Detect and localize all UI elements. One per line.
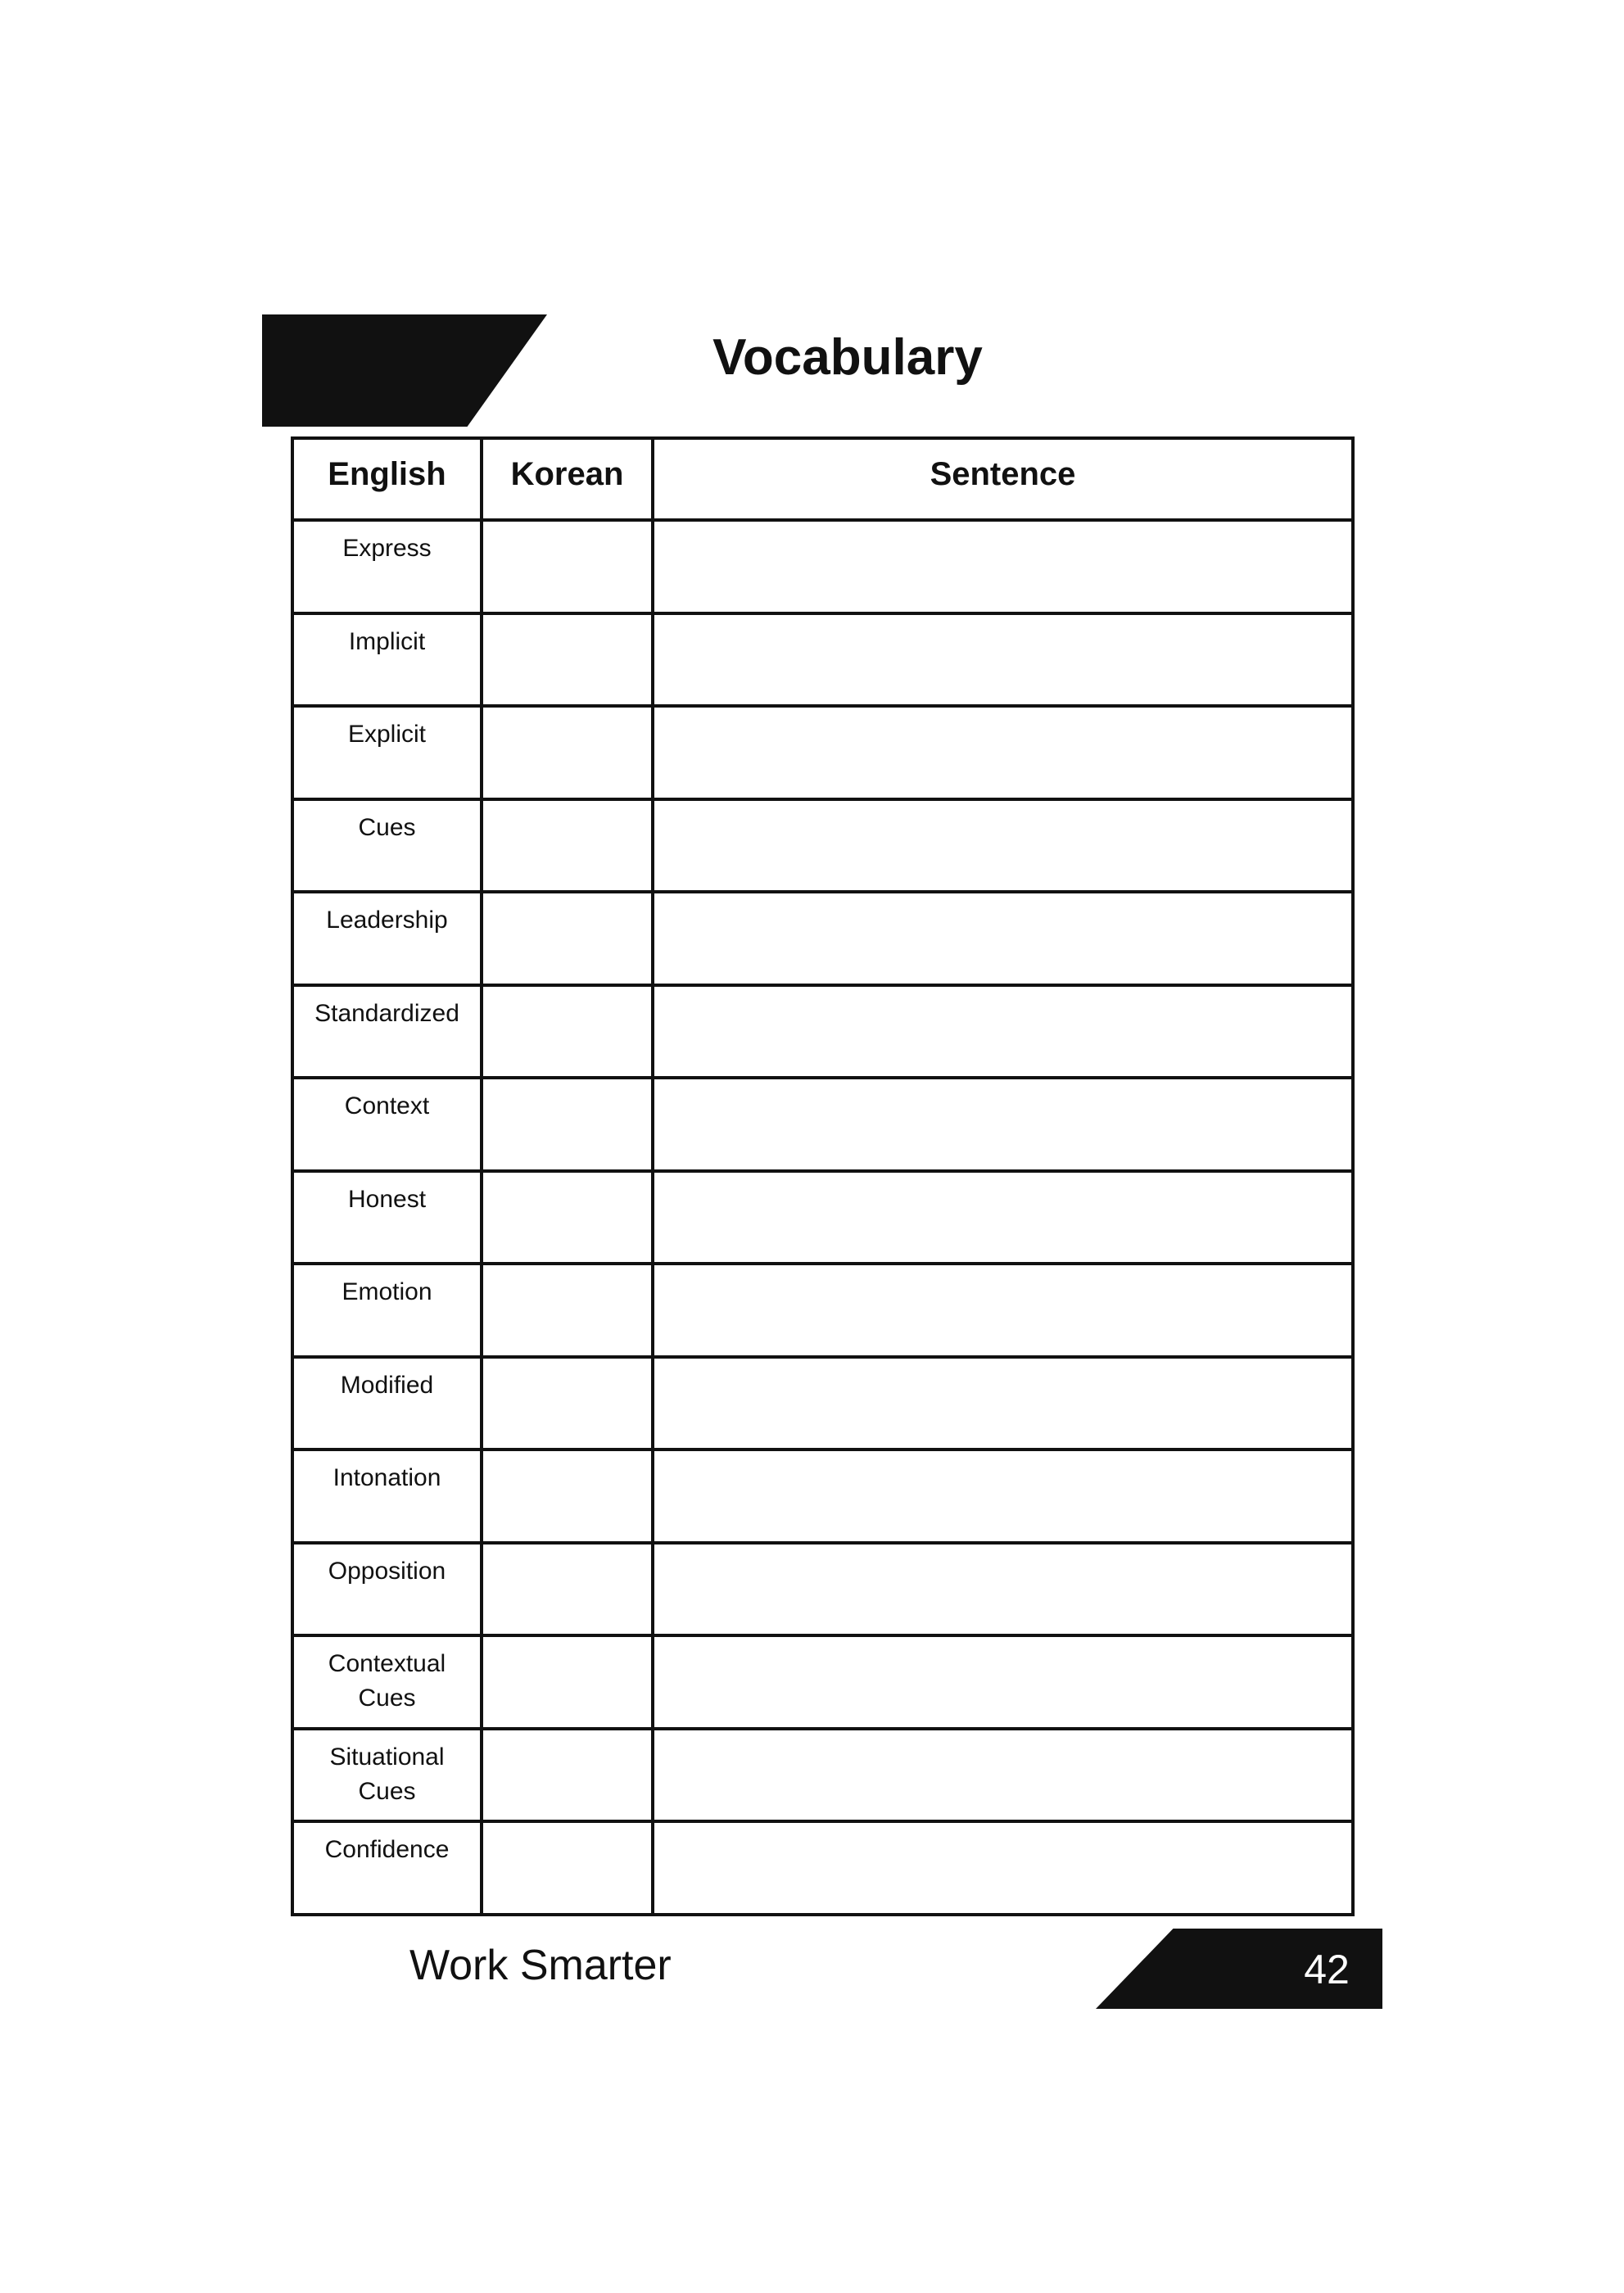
page-number: 42 <box>1304 1947 1350 1992</box>
korean-answer-cell[interactable] <box>482 1450 653 1543</box>
sentence-answer-cell[interactable] <box>653 985 1353 1079</box>
korean-answer-cell[interactable] <box>482 520 653 613</box>
sentence-answer-cell[interactable] <box>653 520 1353 613</box>
english-word-cell: Situational Cues <box>292 1729 482 1822</box>
sentence-answer-cell[interactable] <box>653 1171 1353 1264</box>
korean-answer-cell[interactable] <box>482 1078 653 1171</box>
table-row <box>292 1543 1353 1636</box>
sentence-answer-cell[interactable] <box>653 706 1353 799</box>
table-header-row <box>292 438 1353 520</box>
sentence-answer-cell[interactable] <box>653 892 1353 985</box>
english-word-cell: Opposition <box>292 1543 482 1636</box>
table-row <box>292 892 1353 985</box>
vocabulary-table <box>291 436 1355 1916</box>
english-word-cell: Leadership <box>292 892 482 985</box>
korean-answer-cell[interactable] <box>482 1171 653 1264</box>
sentence-answer-cell[interactable] <box>653 1635 1353 1729</box>
table-row <box>292 1635 1353 1729</box>
table-row <box>292 985 1353 1079</box>
header-decoration-block <box>262 314 547 427</box>
table-row <box>292 1450 1353 1543</box>
english-word-cell: Standardized <box>292 985 482 1079</box>
korean-answer-cell[interactable] <box>482 1821 653 1915</box>
header-korean: Korean <box>482 438 653 520</box>
table-row <box>292 520 1353 613</box>
korean-answer-cell[interactable] <box>482 1264 653 1357</box>
table-row <box>292 1821 1353 1915</box>
table-row <box>292 1171 1353 1264</box>
header-english: English <box>292 438 482 520</box>
english-word-cell: Honest <box>292 1171 482 1264</box>
english-word-cell: Modified <box>292 1357 482 1450</box>
english-word-cell: Intonation <box>292 1450 482 1543</box>
korean-answer-cell[interactable] <box>482 799 653 893</box>
table-row <box>292 1729 1353 1822</box>
footer-book-title: Work Smarter <box>409 1942 672 1989</box>
english-word-cell: Explicit <box>292 706 482 799</box>
english-word-cell: Context <box>292 1078 482 1171</box>
korean-answer-cell[interactable] <box>482 1729 653 1822</box>
table-body <box>292 520 1353 1915</box>
sentence-answer-cell[interactable] <box>653 1264 1353 1357</box>
sentence-answer-cell[interactable] <box>653 613 1353 707</box>
korean-answer-cell[interactable] <box>482 706 653 799</box>
korean-answer-cell[interactable] <box>482 1635 653 1729</box>
korean-answer-cell[interactable] <box>482 613 653 707</box>
english-word-cell: Confidence <box>292 1821 482 1915</box>
page-title: Vocabulary <box>712 329 983 386</box>
english-word-cell: Express <box>292 520 482 613</box>
header-sentence: Sentence <box>653 438 1353 520</box>
english-word-cell: Cues <box>292 799 482 893</box>
korean-answer-cell[interactable] <box>482 1543 653 1636</box>
korean-answer-cell[interactable] <box>482 1357 653 1450</box>
table-row <box>292 799 1353 893</box>
korean-answer-cell[interactable] <box>482 892 653 985</box>
sentence-answer-cell[interactable] <box>653 1729 1353 1822</box>
english-word-cell: Implicit <box>292 613 482 707</box>
table-row <box>292 613 1353 707</box>
table-row <box>292 1357 1353 1450</box>
sentence-answer-cell[interactable] <box>653 1357 1353 1450</box>
table-row <box>292 1264 1353 1357</box>
english-word-cell: Emotion <box>292 1264 482 1357</box>
table-row <box>292 706 1353 799</box>
sentence-answer-cell[interactable] <box>653 1078 1353 1171</box>
sentence-answer-cell[interactable] <box>653 799 1353 893</box>
sentence-answer-cell[interactable] <box>653 1450 1353 1543</box>
sentence-answer-cell[interactable] <box>653 1543 1353 1636</box>
english-word-cell: Contextual Cues <box>292 1635 482 1729</box>
table-row <box>292 1078 1353 1171</box>
sentence-answer-cell[interactable] <box>653 1821 1353 1915</box>
korean-answer-cell[interactable] <box>482 985 653 1079</box>
